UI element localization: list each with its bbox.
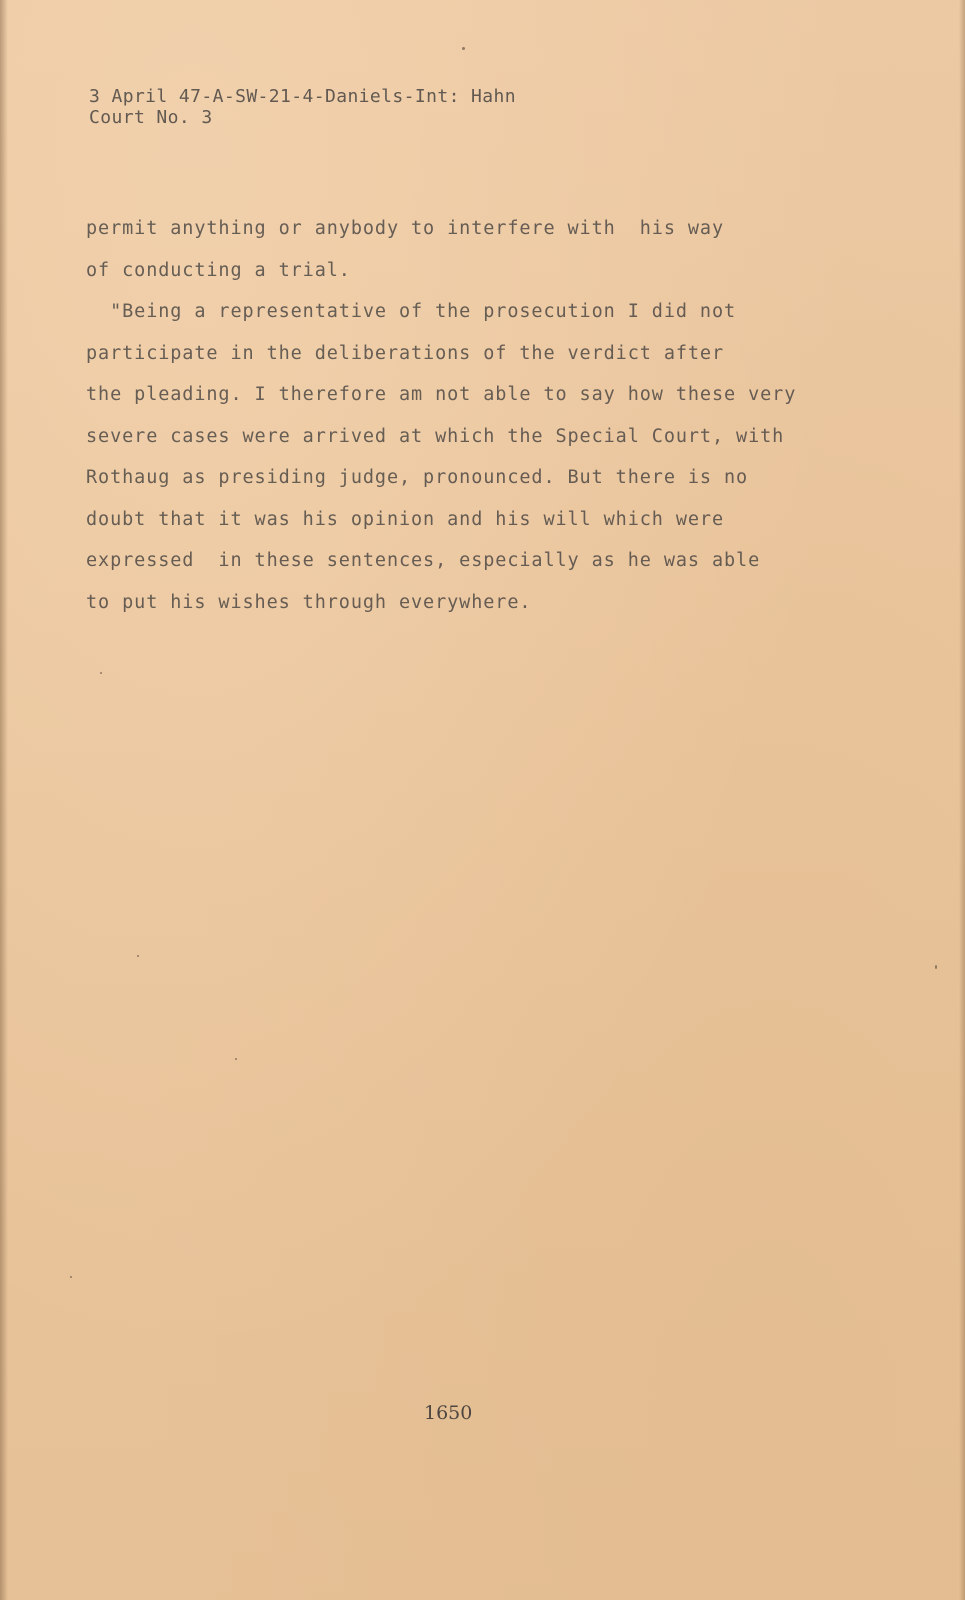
paper-speck xyxy=(235,1058,237,1060)
paper-speck xyxy=(462,47,465,50)
body-line: permit anything or anybody to interfere with his way xyxy=(86,218,725,239)
paper-speck xyxy=(100,672,102,674)
body-line: Rothaug as presiding judge, pronounced. But there is no xyxy=(86,467,749,488)
paper-right-edge xyxy=(959,0,965,1600)
body-line: the pleading. I therefore am not able to say how these very xyxy=(86,384,797,405)
page-number: 1650 xyxy=(424,1402,473,1424)
header-court-line: Court No. 3 xyxy=(89,107,213,128)
body-line: severe cases were arrived at which the Special Court, with xyxy=(86,425,785,447)
paper-speck xyxy=(70,1276,72,1278)
body-line: doubt that it was his opinion and his will which were xyxy=(86,508,725,530)
body-line: of conducting a trial. xyxy=(86,259,351,281)
paper-speck xyxy=(137,955,139,957)
paper-left-edge xyxy=(0,0,8,1600)
document-body xyxy=(86,208,846,623)
body-line: to put his wishes through everywhere. xyxy=(86,591,532,613)
body-line: expressed in these sentences, especially as he was able xyxy=(86,550,761,571)
paper-speck xyxy=(935,965,937,969)
document-header xyxy=(89,86,516,128)
body-line: "Being a representative of the prosecution I did not xyxy=(86,301,737,322)
header-reference-line: 3 April 47-A-SW-21-4-Daniels-Int: Hahn xyxy=(89,86,517,107)
body-line: participate in the deliberations of the verdict after xyxy=(86,342,725,364)
